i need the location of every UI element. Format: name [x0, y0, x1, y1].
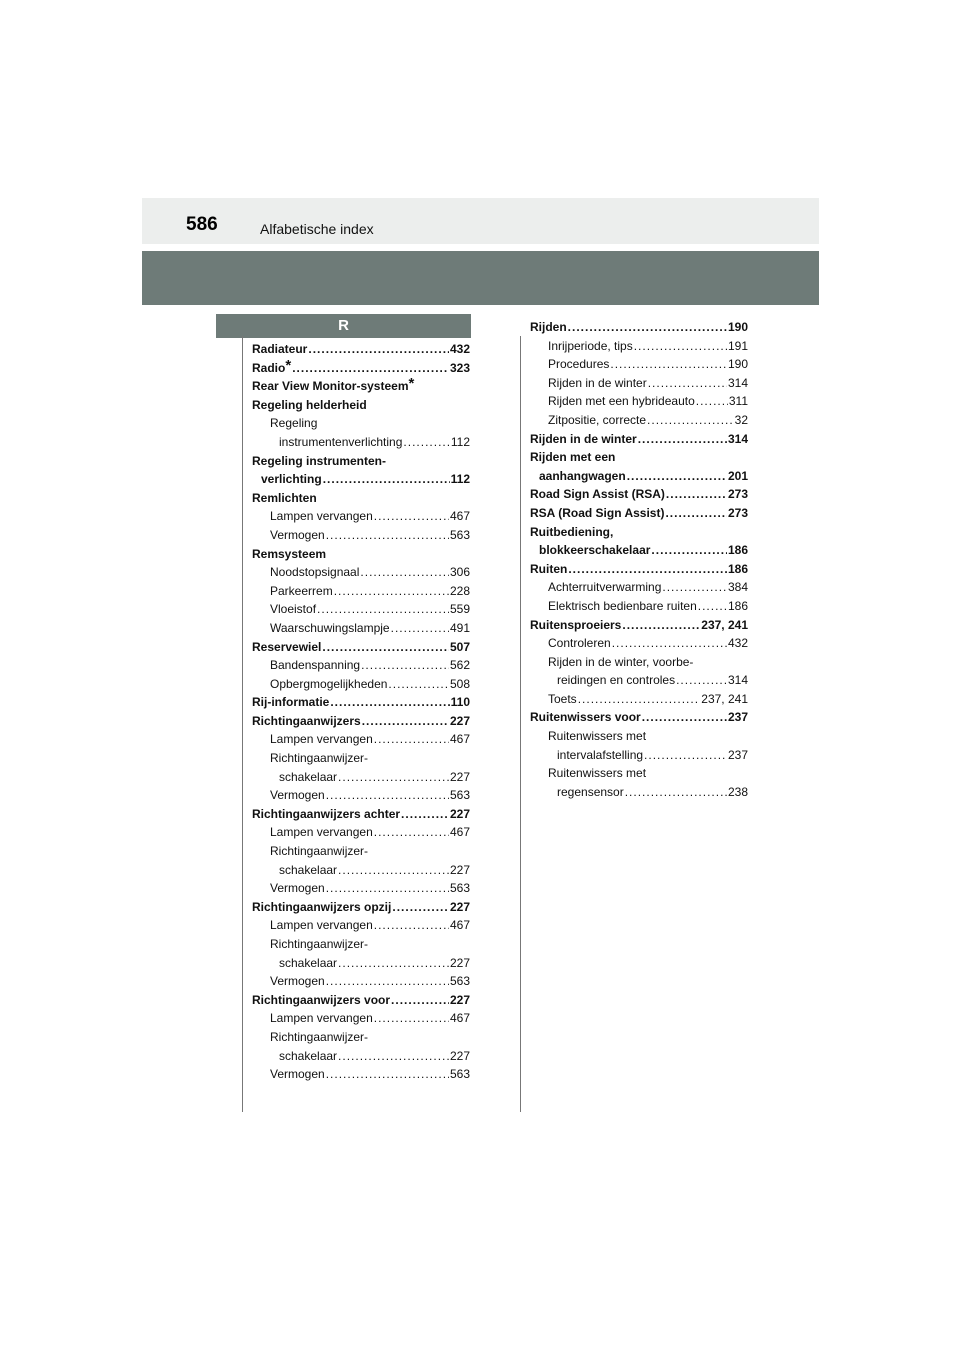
index-entry-label: Achterruitverwarming	[548, 580, 662, 595]
index-entry-page: 186	[727, 598, 748, 613]
index-entry	[252, 768, 470, 787]
index-entry-label: Richtingaanwijzers voor	[252, 992, 391, 1007]
index-entry-page: 228	[449, 583, 470, 598]
index-entry-label: Ruitenwissers met	[548, 766, 647, 781]
leader-dots	[338, 861, 449, 880]
index-entry	[252, 638, 470, 657]
index-entry	[530, 504, 748, 523]
index-entry-page: 273	[727, 487, 748, 502]
index-entry-page: 467	[449, 732, 470, 747]
leader-dots	[391, 991, 449, 1010]
leader-dots	[666, 485, 727, 504]
index-entry-page: 491	[449, 620, 470, 635]
index-entry-label: Ruitenwissers voor	[530, 710, 641, 725]
index-entry	[530, 727, 748, 746]
index-entry-label: Remlichten	[252, 490, 317, 505]
index-entry-page: 237, 241	[701, 617, 748, 632]
index-entry	[252, 693, 470, 712]
index-entry-label: verlichting	[261, 472, 322, 487]
leader-dots	[651, 541, 727, 560]
index-entry-label: Richtingaanwijzers	[252, 713, 361, 728]
index-entry-label: schakelaar	[279, 955, 338, 970]
index-entry	[252, 563, 470, 582]
index-entry-label: schakelaar	[279, 769, 338, 784]
index-entry	[530, 523, 748, 542]
asterisk-icon: *	[408, 375, 415, 393]
index-entry	[252, 991, 470, 1010]
index-entry	[530, 616, 748, 635]
leader-dots	[334, 582, 449, 601]
index-entry	[530, 653, 748, 672]
leader-dots	[568, 318, 727, 337]
index-entry-label: Vermogen	[270, 527, 325, 542]
leader-dots	[374, 916, 449, 935]
index-entry	[252, 1009, 470, 1028]
index-entry-label: Inrijperiode, tips	[548, 338, 633, 353]
index-entry-label: Toets	[548, 691, 577, 706]
index-entry	[252, 656, 470, 675]
leader-dots	[696, 392, 728, 411]
index-entry-page: 237	[727, 747, 748, 762]
index-entry	[530, 355, 748, 374]
index-entry	[252, 879, 470, 898]
index-entry-page: 201	[727, 468, 748, 483]
index-entry	[252, 972, 470, 991]
leader-dots	[338, 954, 449, 973]
index-entry	[530, 337, 748, 356]
index-entry-page: 186	[727, 543, 748, 558]
index-entry-page: 467	[449, 825, 470, 840]
index-entry-page: 563	[449, 974, 470, 989]
index-entry	[252, 545, 470, 564]
leader-dots	[401, 805, 449, 824]
index-entry-label: intervalafstelling	[557, 747, 644, 762]
leader-dots	[391, 619, 449, 638]
leader-dots	[323, 470, 450, 489]
leader-dots	[392, 898, 449, 917]
index-entry	[530, 467, 748, 486]
index-entry-label: Lampen vervangen	[270, 825, 373, 840]
index-entry	[252, 526, 470, 545]
index-entry-label: Ruitbediening,	[530, 524, 614, 539]
leader-dots	[662, 578, 727, 597]
leader-dots	[374, 730, 449, 749]
index-entry	[530, 634, 748, 653]
index-entry-label: Vermogen	[270, 1067, 325, 1082]
index-entry-label: Ruitensproeiers	[530, 617, 622, 632]
index-entry	[530, 708, 748, 727]
index-entry-page: 227	[449, 899, 470, 914]
leader-dots	[361, 656, 449, 675]
leader-dots	[610, 355, 727, 374]
index-entry-page: 563	[449, 788, 470, 803]
leader-dots	[322, 638, 449, 657]
index-entry-page: 191	[727, 338, 748, 353]
index-entry-label: Elektrisch bedienbare ruiten	[548, 598, 697, 613]
index-entry	[530, 597, 748, 616]
index-entry-label: Regeling instrumenten-	[252, 453, 387, 468]
index-entry	[530, 392, 748, 411]
leader-dots	[362, 712, 449, 731]
index-entry-label: Zitpositie, correcte	[548, 412, 647, 427]
leader-dots	[568, 560, 727, 579]
index-entry	[530, 448, 748, 467]
index-entry	[252, 470, 470, 489]
index-entry-label: Waarschuwingslampje	[270, 620, 390, 635]
index-entry	[530, 318, 748, 337]
index-entry-label: Remsysteem	[252, 546, 327, 561]
index-entry-page: 508	[449, 676, 470, 691]
leader-dots	[638, 430, 727, 449]
index-entry-page: 238	[727, 784, 748, 799]
index-entry-label: Controleren	[548, 636, 611, 651]
index-entry-label: Rijden in de winter	[548, 375, 647, 390]
index-entry	[530, 690, 748, 709]
index-entry-label: Richtingaanwijzer-	[270, 1029, 369, 1044]
index-entry	[252, 356, 470, 378]
index-entry	[530, 560, 748, 579]
index-entry-label: Vermogen	[270, 974, 325, 989]
index-entry-label: Opbergmogelijkheden	[270, 676, 388, 691]
index-entry-label: regensensor	[557, 784, 624, 799]
index-entry-label: Rijden met een hybrideauto	[548, 394, 695, 409]
leader-dots	[403, 433, 449, 452]
index-entry-label: Regeling helderheid	[252, 397, 367, 412]
index-entry-page: 227	[449, 992, 470, 1007]
leader-dots	[374, 507, 449, 526]
leader-dots	[326, 879, 449, 898]
index-entry-page: 237	[727, 710, 748, 725]
index-entry	[252, 1047, 470, 1066]
index-entry-page: 273	[727, 505, 748, 520]
index-entry	[252, 842, 470, 861]
index-entry-label: Lampen vervangen	[270, 1011, 373, 1026]
leader-dots	[338, 1047, 449, 1066]
index-entry-page: 467	[449, 1011, 470, 1026]
index-entry	[252, 582, 470, 601]
index-entry	[252, 954, 470, 973]
index-entry	[252, 414, 470, 433]
index-entry-label: Reservewiel	[252, 639, 322, 654]
index-entry-page: 306	[449, 565, 470, 580]
header-band	[142, 198, 819, 244]
index-entry-label: Ruitenwissers met	[548, 729, 647, 744]
index-entry-label: Lampen vervangen	[270, 918, 373, 933]
index-entry	[252, 898, 470, 917]
index-entry-label: Richtingaanwijzer-	[270, 937, 369, 951]
index-entry-label: Lampen vervangen	[270, 509, 373, 524]
index-entry-page: 563	[449, 527, 470, 542]
index-entry-label: RSA (Road Sign Assist)	[530, 505, 665, 520]
leader-dots	[634, 337, 727, 356]
leader-dots	[698, 597, 727, 616]
index-entry-page: 227	[449, 862, 470, 877]
index-entry-page: 467	[449, 509, 470, 524]
leader-dots	[338, 768, 449, 787]
index-entry-page: 112	[450, 472, 470, 487]
index-entry-label: Richtingaanwijzer-	[270, 844, 369, 859]
index-entry-page: 559	[449, 602, 470, 617]
leader-dots	[330, 693, 449, 712]
index-entry-page: 323	[449, 360, 470, 375]
index-entry-page: 562	[449, 658, 470, 673]
index-entry	[252, 452, 470, 471]
index-entry	[252, 396, 470, 415]
leader-dots	[676, 671, 727, 690]
index-entry-label: Regeling	[270, 416, 318, 431]
leader-dots	[625, 783, 727, 802]
index-column-left	[252, 340, 470, 1084]
index-entry	[530, 746, 748, 765]
leader-dots	[326, 972, 449, 991]
index-entry	[252, 805, 470, 824]
index-entry-label: Radio*	[252, 356, 292, 375]
index-entry-label: Vermogen	[270, 881, 325, 896]
column-divider-left	[242, 336, 243, 1112]
index-entry	[530, 541, 748, 560]
index-entry-label: Vloeistof	[270, 602, 317, 617]
page-number: 586	[186, 214, 218, 235]
index-entry	[530, 485, 748, 504]
index-entry-label: blokkeerschakelaar	[539, 543, 651, 558]
index-entry-label: Bandenspanning	[270, 658, 361, 673]
index-entry-label: Vermogen	[270, 788, 325, 803]
leader-dots	[388, 675, 449, 694]
index-entry	[252, 749, 470, 768]
index-entry-label: aanhangwagen	[539, 468, 626, 483]
index-entry-label: schakelaar	[279, 1048, 338, 1063]
leader-dots	[374, 823, 449, 842]
index-entry-label: Procedures	[548, 357, 610, 372]
index-entry-label: Rijden in de winter	[530, 431, 637, 446]
index-entry-page: 112	[450, 434, 470, 449]
index-entry	[530, 430, 748, 449]
index-entry-page: 432	[727, 636, 748, 651]
index-entry-page: 507	[449, 639, 470, 654]
index-entry	[252, 730, 470, 749]
index-entry-page: 314	[727, 673, 748, 688]
index-entry-page: 186	[727, 561, 748, 576]
index-entry-label: reidingen en controles	[557, 673, 676, 688]
index-entry-page: 314	[727, 431, 748, 446]
leader-dots	[642, 708, 727, 727]
leader-dots	[317, 600, 449, 619]
index-entry-label: schakelaar	[279, 862, 338, 877]
index-entry-label: Richtingaanwijzers opzij	[252, 899, 392, 914]
leader-dots	[622, 616, 700, 635]
index-entry-label: instrumentenverlichting	[279, 434, 403, 449]
leader-dots	[292, 359, 449, 378]
index-entry	[252, 433, 470, 452]
index-entry-label: Rijden	[530, 320, 567, 334]
index-entry-page: 563	[449, 881, 470, 896]
index-entry-page: 227	[449, 769, 470, 784]
index-entry-page: 227	[449, 806, 470, 821]
leader-dots	[612, 634, 727, 653]
index-entry-page: 467	[449, 918, 470, 933]
index-entry	[252, 377, 470, 396]
index-entry	[530, 411, 748, 430]
index-entry	[252, 861, 470, 880]
index-entry	[252, 1028, 470, 1047]
index-entry	[252, 675, 470, 694]
index-entry-label: Noodstopsignaal	[270, 565, 360, 580]
index-entry	[252, 823, 470, 842]
leader-dots	[360, 563, 449, 582]
index-entry-label: Richtingaanwijzer-	[270, 751, 369, 766]
index-entry-page: 227	[449, 713, 470, 728]
index-entry-page: 563	[449, 1067, 470, 1082]
index-entry-label: Rijden in de winter, voorbe-	[548, 654, 694, 669]
header-title: Alfabetische index	[260, 221, 374, 237]
index-entry-label: Rij-informatie	[252, 695, 330, 710]
index-entry-page: 314	[727, 375, 748, 390]
index-entry	[530, 374, 748, 393]
index-entry	[252, 600, 470, 619]
section-letter: R	[216, 314, 471, 338]
index-entry-page: 110	[450, 695, 470, 710]
index-entry-page: 190	[727, 357, 748, 372]
index-entry-page: 190	[727, 320, 748, 334]
section-band	[142, 251, 819, 305]
leader-dots	[627, 467, 727, 486]
index-entry-label: Richtingaanwijzers achter	[252, 806, 401, 821]
index-entry	[252, 619, 470, 638]
index-entry	[530, 783, 748, 802]
index-entry	[252, 916, 470, 935]
index-entry	[252, 489, 470, 508]
leader-dots	[665, 504, 727, 523]
index-entry-page: 432	[449, 342, 470, 356]
leader-dots	[326, 786, 449, 805]
index-entry-label: Lampen vervangen	[270, 732, 373, 747]
index-entry-page: 32	[734, 412, 748, 427]
index-entry	[252, 507, 470, 526]
index-column-right	[530, 318, 748, 801]
index-entry	[252, 935, 470, 954]
column-divider-middle	[520, 336, 521, 1112]
leader-dots	[647, 411, 734, 430]
leader-dots	[326, 1065, 449, 1084]
index-entry-label: Rear View Monitor-systeem*	[252, 375, 415, 394]
index-entry-page: 237, 241	[701, 691, 748, 706]
leader-dots	[578, 690, 701, 709]
index-entry-label: Ruiten	[530, 561, 568, 576]
index-entry	[530, 578, 748, 597]
index-entry-page: 227	[449, 1048, 470, 1063]
leader-dots	[644, 746, 727, 765]
index-entry-label: Road Sign Assist (RSA)	[530, 487, 665, 502]
leader-dots	[374, 1009, 449, 1028]
index-entry-page: 227	[449, 955, 470, 970]
index-entry-label: Parkeerrem	[270, 583, 333, 598]
index-entry	[252, 1065, 470, 1084]
index-entry-label: Radiateur	[252, 342, 308, 356]
index-entry-label: Rijden met een	[530, 450, 616, 465]
leader-dots	[648, 374, 727, 393]
index-entry	[530, 671, 748, 690]
index-entry-page: 384	[727, 580, 748, 595]
index-entry	[530, 764, 748, 783]
index-entry-page: 311	[728, 394, 748, 409]
asterisk-icon: *	[285, 356, 292, 374]
leader-dots	[326, 526, 449, 545]
leader-dots	[308, 340, 449, 359]
index-entry	[252, 786, 470, 805]
index-entry	[252, 712, 470, 731]
